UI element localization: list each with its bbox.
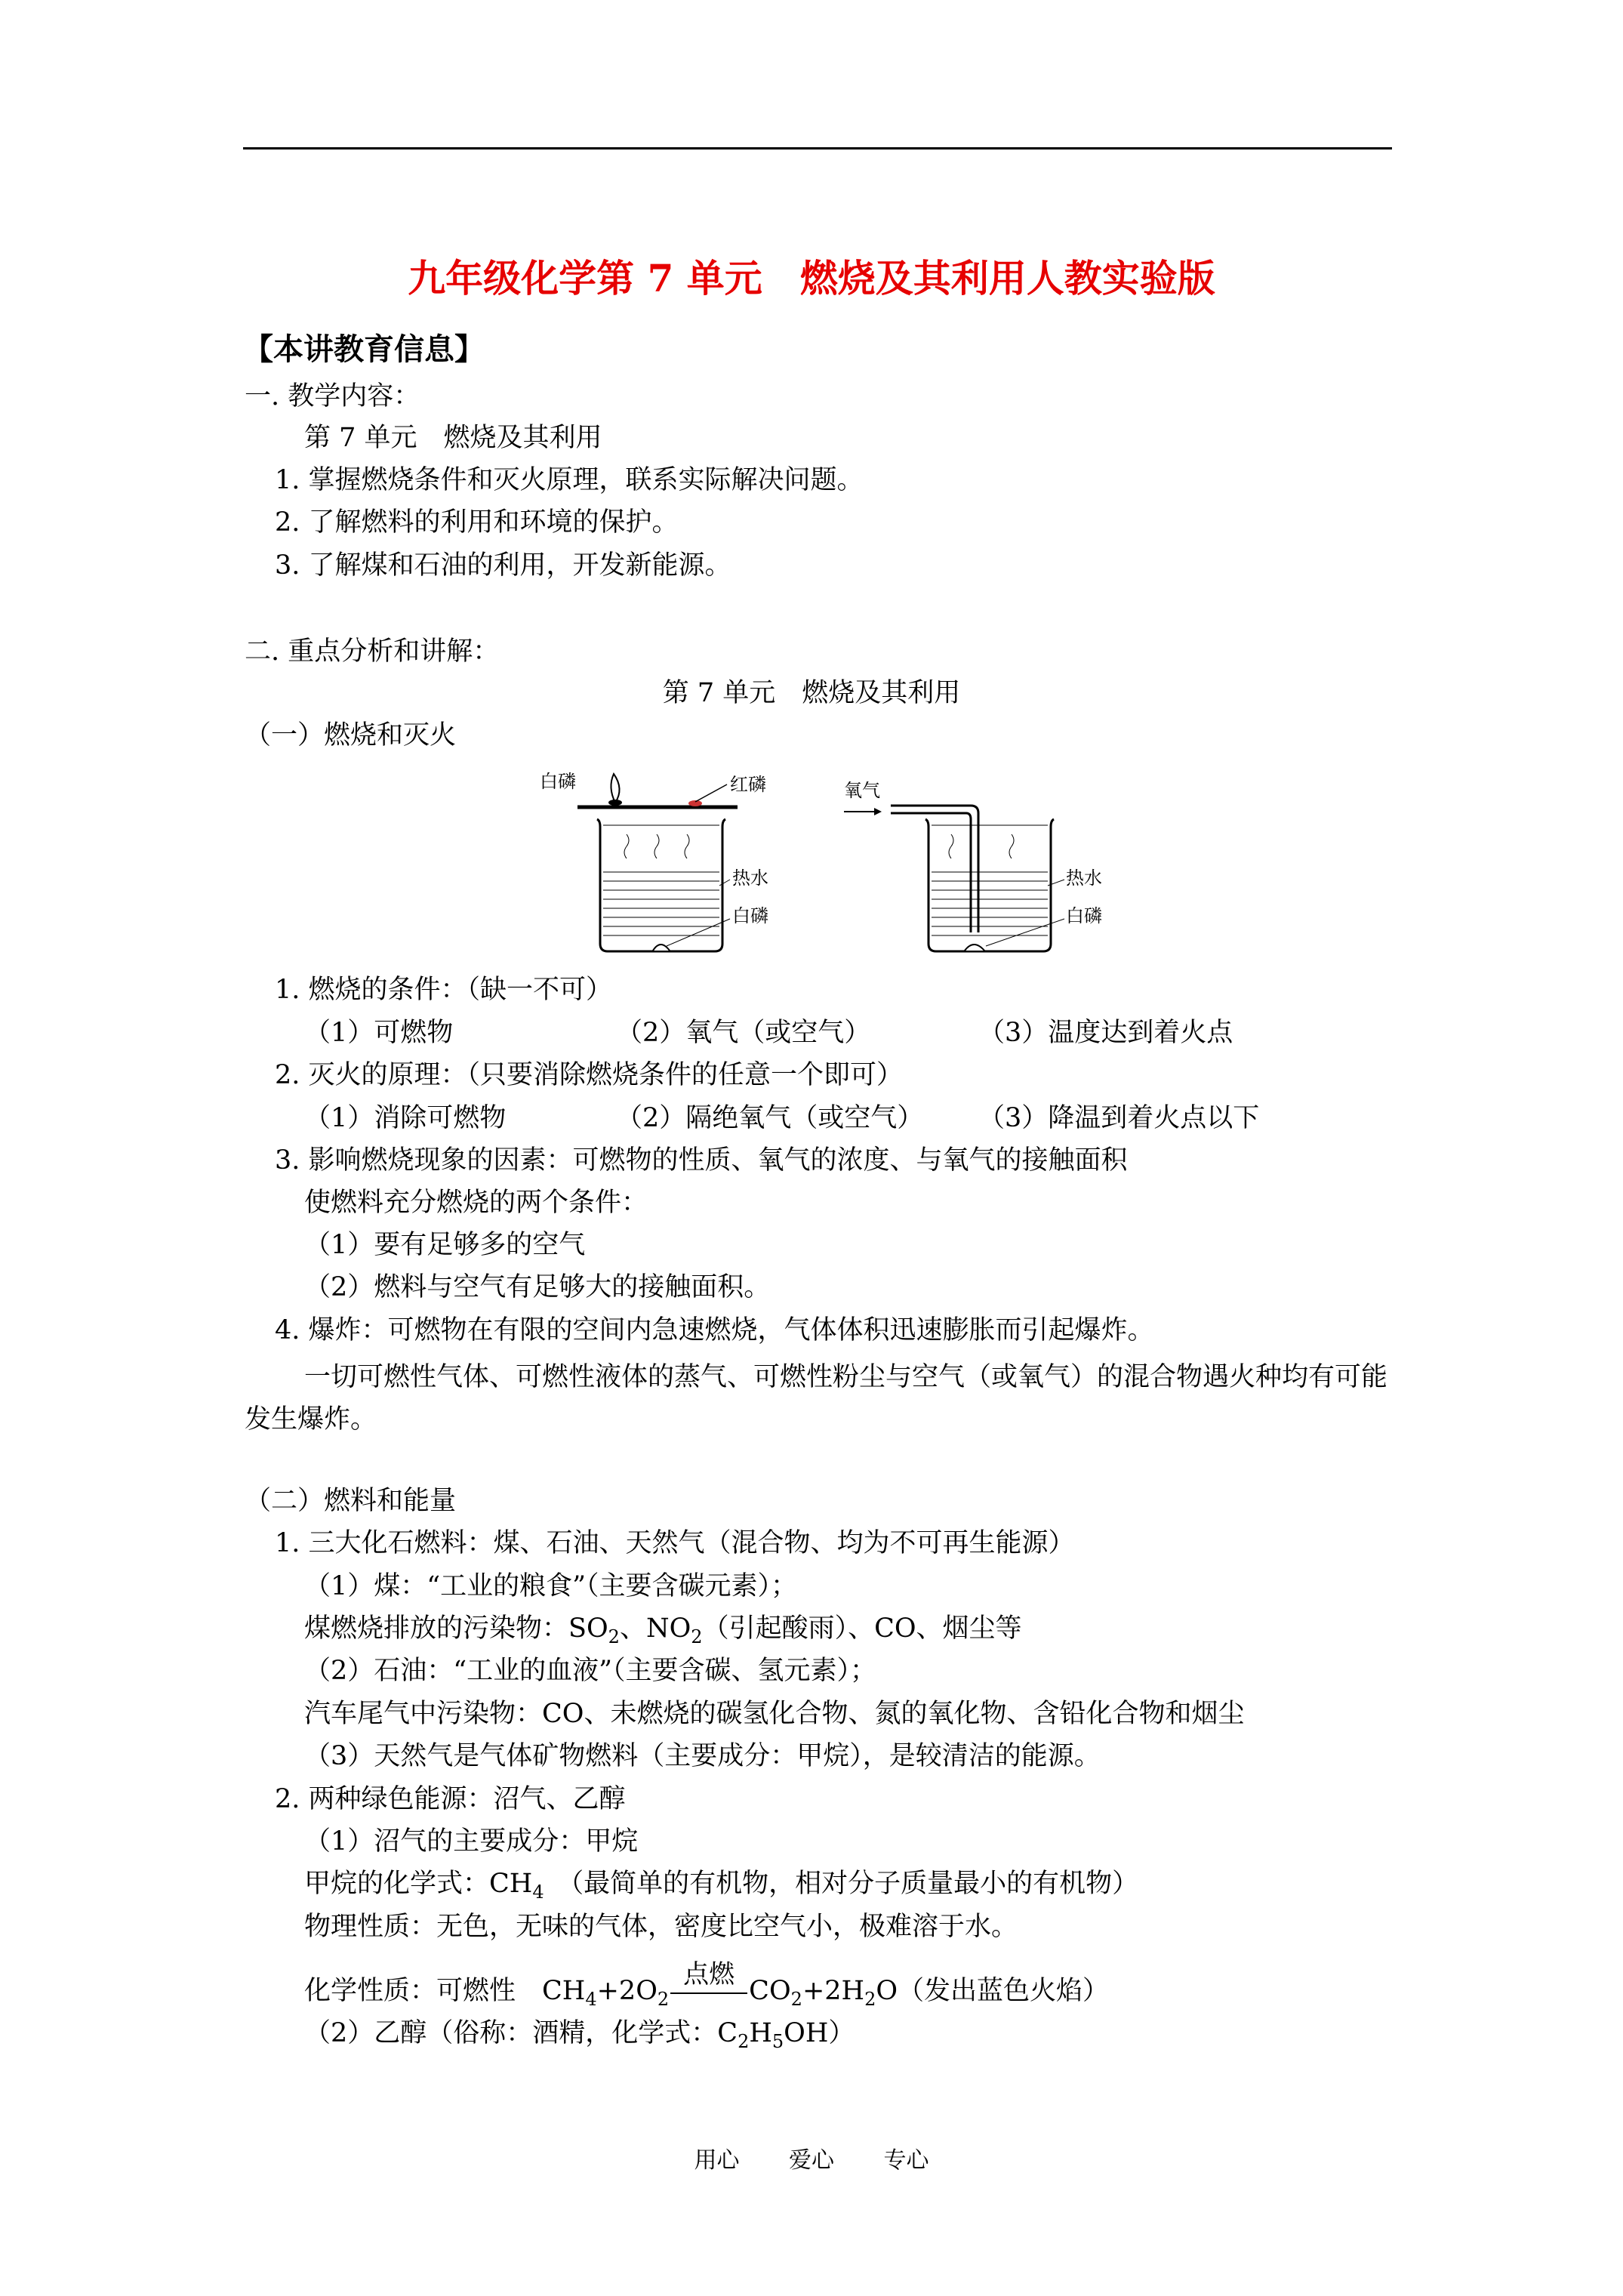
part2-methane-formula: 甲烷的化学式：$CH_4$ （最简单的有机物，相对分子质量最小的有机物） <box>304 1869 1139 1903</box>
part1-heading: （一）燃烧和灭火 <box>245 720 457 750</box>
part1-item-1-sub-3: （3）温度达到着火点 <box>978 1018 1233 1048</box>
footer-item-2: 爱心 <box>789 2147 834 2174</box>
footer-item-3: 专心 <box>883 2147 929 2174</box>
label-red-phosphorus: 红磷 <box>730 774 766 795</box>
part1-item-2: 2. 灭火的原理：（只要消除燃烧条件的任意一个即可） <box>275 1060 904 1090</box>
label-white-phosphorus-2: 白磷 <box>1066 905 1102 926</box>
section2-heading: 二. 重点分析和讲解： <box>245 636 500 667</box>
part1-item-1: 1. 燃烧的条件：（缺一不可） <box>275 975 613 1005</box>
label-oxygen: 氧气 <box>844 780 880 801</box>
part1-item-4-paragraph: 一切可燃性气体、可燃性液体的蒸气、可燃性粉尘与空气（或氧气）的混合物遇火种均有可能发生爆炸。 <box>245 1362 1388 1435</box>
reaction-arrow <box>669 1959 749 2008</box>
part2-chemical: 化学性质：可燃性 $CH_4+2O_2$ 点燃 $CO_2+2H_2O$（发出蓝色火焰） <box>304 1959 1110 2010</box>
section1-item-1: 1. 掌握燃烧条件和灭火原理，联系实际解决问题。 <box>275 465 864 495</box>
page-footer <box>0 2146 1623 2176</box>
label-white-phosphorus-1: 白磷 <box>732 905 768 926</box>
part1-item-3-sub-1: （1）要有足够多的空气 <box>304 1230 586 1260</box>
part2-item-1: 1. 三大化石燃料：煤、石油、天然气（混合物、均为不可再生能源） <box>275 1528 1075 1558</box>
part2-oil: （2）石油：“工业的血液”（主要含碳、氢元素）； <box>304 1656 877 1686</box>
section1-unit: 第 7 单元 燃烧及其利用 <box>304 423 602 453</box>
part1-item-2-sub-1: （1）消除可燃物 <box>304 1103 507 1133</box>
part2-coal-pollutants: 煤燃烧排放的污染物：$SO_2$、$NO_2$（引起酸雨）、CO、烟尘等 <box>304 1613 1022 1647</box>
part2-biogas: （1）沼气的主要成分：甲烷 <box>304 1826 639 1857</box>
part1-item-2-sub-2: （2）隔绝氧气（或空气） <box>616 1103 924 1133</box>
part2-heading: （二）燃料和能量 <box>245 1486 457 1516</box>
part1-item-2-sub-3: （3）降温到着火点以下 <box>978 1103 1260 1133</box>
part1-item-3: 3. 影响燃烧现象的因素：可燃物的性质、氧气的浓度、与氧气的接触面积 <box>275 1145 1128 1176</box>
header-rule <box>243 147 1392 149</box>
part1-item-3-intro: 使燃料充分燃烧的两个条件： <box>304 1188 648 1218</box>
reaction-condition: 点燃 <box>683 1959 735 1989</box>
label-hot-water-1: 热水 <box>732 868 768 889</box>
figure-combustion-beaker <box>532 759 781 963</box>
part1-item-3-sub-2: （2）燃料与空气有足够大的接触面积。 <box>304 1272 771 1302</box>
section1-item-2: 2. 了解燃料的利用和环境的保护。 <box>275 507 679 538</box>
part2-item-2: 2. 两种绿色能源：沼气、乙醇 <box>275 1784 626 1814</box>
label-white-phosphorus-top: 白磷 <box>540 771 576 792</box>
part2-ethanol: （2）乙醇（俗称：酒精，化学式：$C_2H_5OH$） <box>304 2018 855 2052</box>
footer-item-1: 用心 <box>694 2147 740 2174</box>
info-heading: 【本讲教育信息】 <box>243 331 485 367</box>
label-hot-water-2: 热水 <box>1066 868 1102 889</box>
part1-item-1-sub-1: （1）可燃物 <box>304 1018 454 1048</box>
part1-item-4: 4. 爆炸：可燃物在有限的空间内急速燃烧，气体体积迅速膨胀而引起爆炸。 <box>275 1315 1154 1345</box>
part2-exhaust: 汽车尾气中污染物：CO、未燃烧的碳氢化合物、氮的氧化物、含铅化合物和烟尘 <box>304 1699 1245 1729</box>
part2-natural-gas: （3）天然气是气体矿物燃料（主要成分：甲烷），是较清洁的能源。 <box>304 1741 1101 1771</box>
section2-center-title: 第 7 单元 燃烧及其利用 <box>662 678 961 708</box>
page-title: 九年级化学第 7 单元 燃烧及其利用人教实验版 <box>408 256 1215 300</box>
figure-oxygen-beaker <box>838 759 1110 963</box>
part2-physical: 物理性质：无色，无味的气体，密度比空气小，极难溶于水。 <box>304 1912 1018 1942</box>
section1-heading: 一. 教学内容： <box>245 381 420 411</box>
part1-item-1-sub-2: （2）氧气（或空气） <box>616 1018 871 1048</box>
section1-item-3: 3. 了解煤和石油的利用，开发新能源。 <box>275 550 731 581</box>
part2-coal: （1）煤：“工业的粮食”（主要含碳元素）； <box>304 1571 798 1601</box>
